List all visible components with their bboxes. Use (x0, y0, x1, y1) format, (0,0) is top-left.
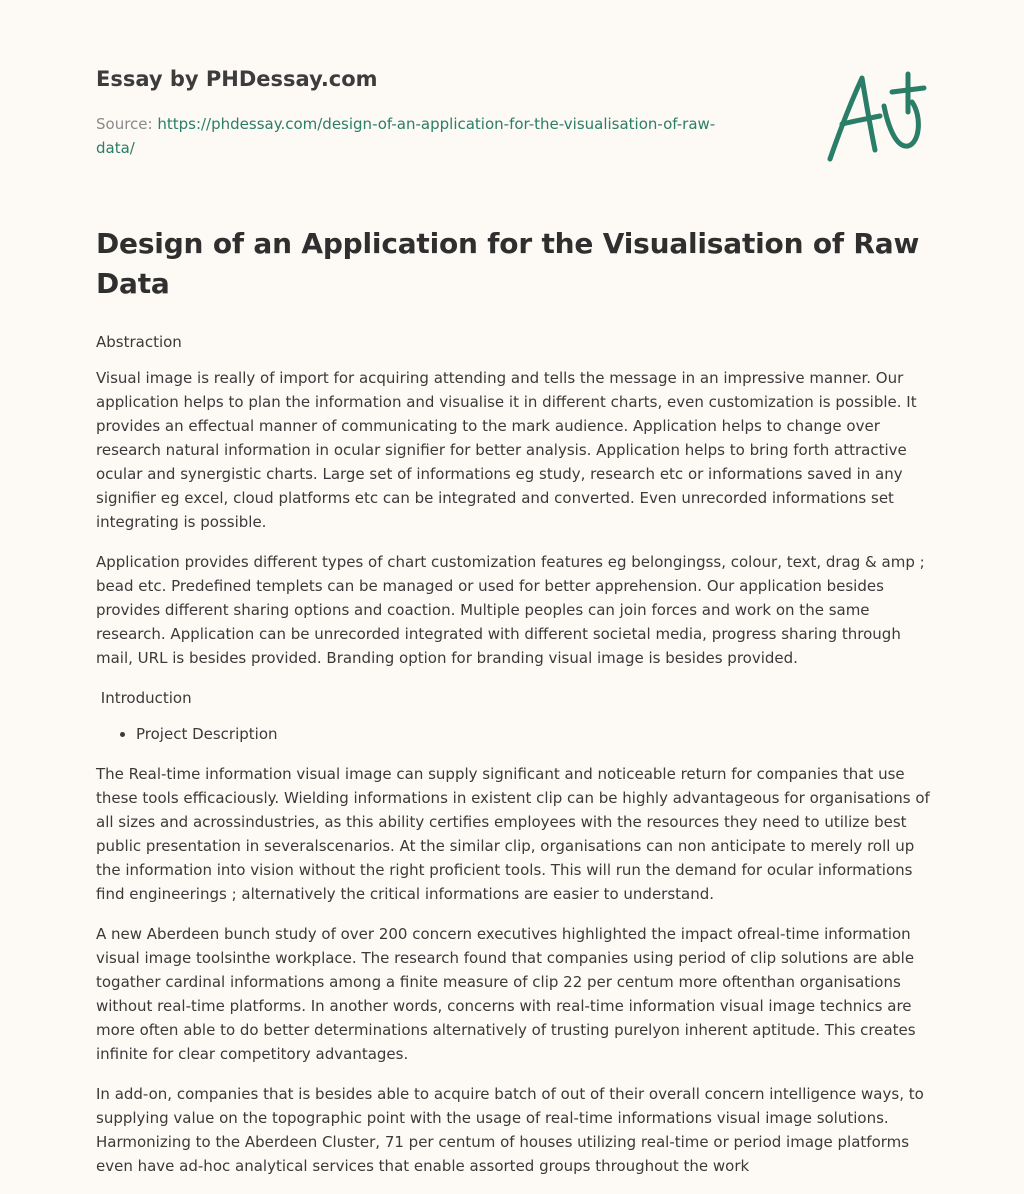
source-link-text-1: https://phdessay.com/design-of-an-application-for-the-visualisation-of-raw- (157, 115, 716, 133)
source-line (96, 112, 756, 160)
body-paragraph: The Real-time information visual image can supply significant and noticeable return for companies that use these tools efficaciously. Wielding informations in existent clip can be highly advantageous for organisations of all sizes and acrossindustries, as this ability certifies employees with the resources they need to utilize best public presentation in severalscenarios. At the similar clip, organisations can non anticipate to merely roll up the information into vision without the right proficient tools. This will run the demand for ocular informations find engineerings ; alternatively the critical informations are easier to understand. (96, 765, 930, 903)
a-plus-logo-icon (820, 66, 930, 166)
source-link-text-2: data/ (96, 139, 135, 157)
source-link[interactable] (96, 115, 715, 157)
body-paragraph: In add-on, companies that is besides able to acquire batch of out of their overall concern intelligence ways, to supplying value on the topographic point with the usage of real-time informations visual image solutions. Harmonizing to the Aberdeen Cluster, 71 per centum of houses utilizing real-time or period image platforms even have ad-hoc analytical services that enable assorted groups throughout the work (96, 1085, 924, 1175)
site-title: Essay by PHDessay.com (96, 67, 378, 91)
bullet-item: • Project Description (136, 722, 936, 746)
source-label: Source: (96, 115, 158, 133)
abstract-label: Abstraction (96, 333, 182, 351)
abstract-paragraph: Application provides different types of chart customization features eg belongingss, colour, text, drag & amp ; bead etc. Predefined templets can be managed or used for better apprehension. Our application besides provides different sharing options and coaction. Multiple peoples can join forces and work on the same research. Application can be unrecorded integrated with different societal media, progress sharing through mail, URL is besides provided. Branding option for branding visual image is besides provided. (96, 553, 925, 667)
body-paragraph: A new Aberdeen bunch study of over 200 concern executives highlighted the impact ofreal-time information visual image toolsinthe workplace. The research found that companies using period of clip solutions are able togather cardinal informations among a finite measure of clip 22 per centum more oftenthan organisations without real-time platforms. In another words, concerns with real-time information visual image technics are more often able to do better determinations alternatively of trusting purelyon inherent aptitude. This creates infinite for clear competitory advantages. (96, 925, 916, 1063)
bullet-list (96, 722, 936, 746)
abstract-paragraph: Visual image is really of import for acquiring attending and tells the message in an impressive manner. Our application helps to plan the information and visualise it in different charts, even customization is possible. It provides an effectual manner of communicating to the mark audience. Application helps to change over research natural information in ocular signifier for better analysis. Application helps to bring forth attractive ocular and synergistic charts. Large set of informations eg study, research etc or informations saved in any signifier eg excel, cloud platforms etc can be integrated and converted. Even unrecorded informations set integrating is possible. (96, 369, 917, 531)
page-header (96, 66, 756, 160)
essay-title: Design of an Application for the Visualisation of Raw Data (96, 227, 920, 300)
introduction-label: Introduction (96, 689, 192, 707)
essay-content (96, 224, 936, 1194)
